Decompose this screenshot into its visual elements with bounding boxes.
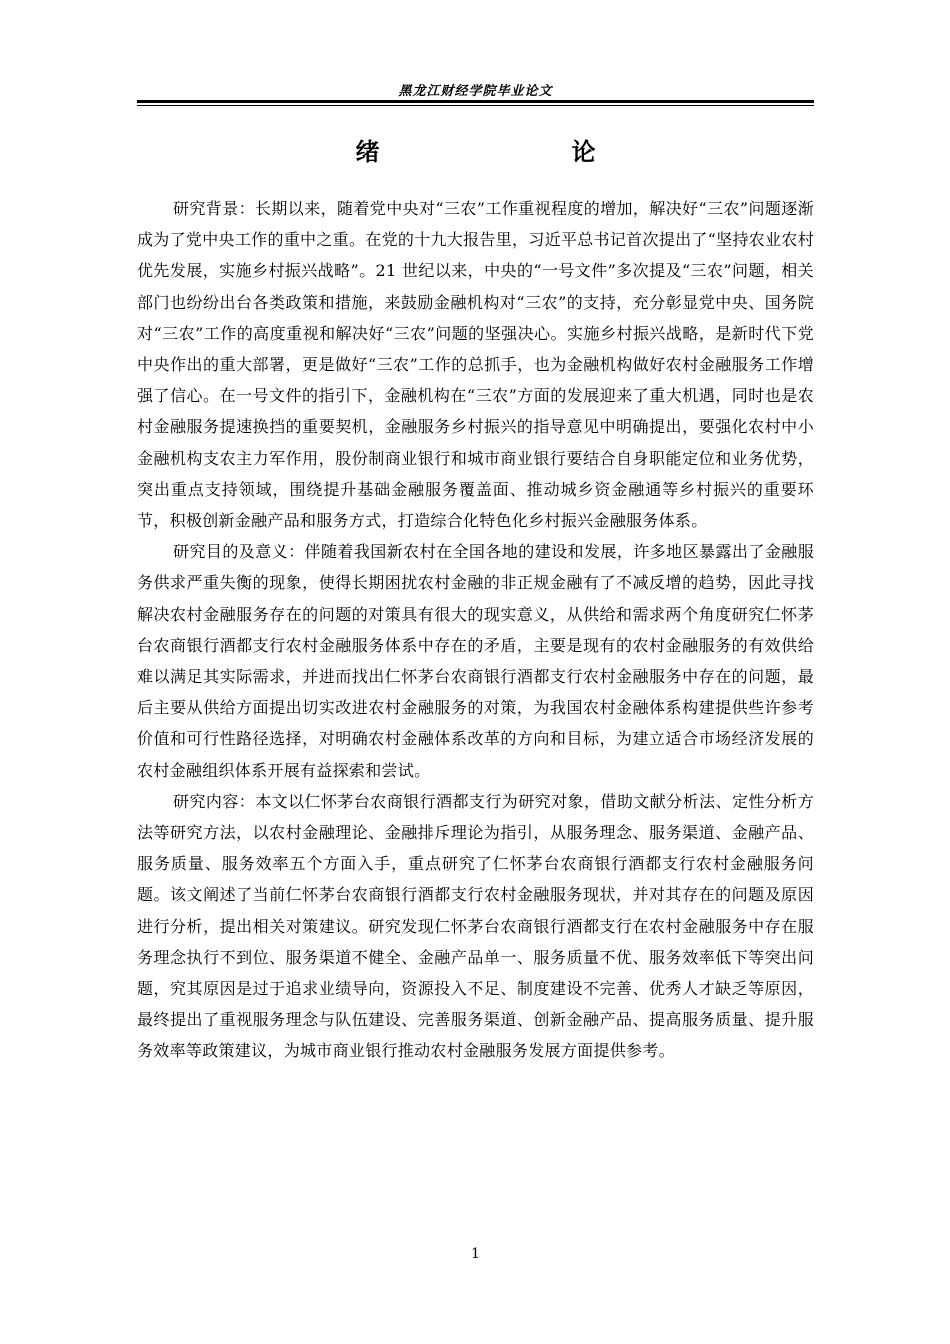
paragraph-background: 研究背景：长期以来，随着党中央对“三农”工作重视程度的增加，解决好“三农”问题逐渐成为了党中央工作的重中之重。在党的十九大报告里，习近平总书记首次提出了“坚持农业农村优先发展，实施乡村振兴战略”。21 世纪以来，中央的“一号文件”多次提及“三农”问题，相关部门也纷纷出台各类政策和措施，来鼓励金融机构对“三农”的支持，充分彰显党中央、国务院对“三农”工作的高度重视和解决好“三农”问题的坚强决心。实施乡村振兴战略，是新时代下党中央作出的重大部署，更是做好“三农”工作的总抓手，也为金融机构做好农村金融服务工作增强了信心。在一号文件的指引下，金融机构在“三农”方面的发展迎来了重大机遇，同时也是农村金融服务提速换挡的重要契机，金融服务乡村振兴的指导意见中明确提出，要强化农村中小金融机构支农主力军作用，股份制商业银行和城市商业银行要结合自身职能定位和业务优势，突出重点支持领域，围绕提升基础金融服务覆盖面、推动城乡资金融通等乡村振兴的重要环节，积极创新金融产品和服务方式，打造综合化特色化乡村振兴金融服务体系。 — [137, 199, 814, 531]
chapter-title: 绪 论 — [355, 137, 644, 166]
running-header: 黑龙江财经学院毕业论文 — [398, 84, 553, 99]
page-number: 1 — [471, 1246, 480, 1262]
header-rule-thick — [137, 100, 814, 103]
paragraph-purpose: 研究目的及意义：伴随着我国新农村在全国各地的建设和发展，许多地区暴露出了金融服务供求严重失衡的现象，使得长期困扰农村金融的非正规金融有了不减反增的趋势，因此寻找解决农村金融服务存在的问题的对策具有很大的现实意义，从供给和需求两个角度研究仁怀茅台农商银行酒都支行农村金融服务体系中存在的矛盾，主要是现有的农村金融服务的有效供给难以满足其实际需求，并进而找出仁怀茅台农商银行酒都支行农村金融服务中存在的问题，最后主要从供给方面提出切实改进农村金融服务的对策，为我国农村金融体系构建提供些许参考价值和可行性路径选择，对明确农村金融体系改革的方向和目标，为建立适合市场经济发展的农村金融组织体系开展有益探索和尝试。 — [137, 542, 814, 780]
body-text — [137, 193, 814, 1067]
paragraph-content: 研究内容：本文以仁怀茅台农商银行酒都支行为研究对象，借助文献分析法、定性分析方法等研究方法，以农村金融理论、金融排斥理论为指引，从服务理念、服务渠道、金融产品、服务质量、服务效率五个方面入手，重点研究了仁怀茅台农商银行酒都支行农村金融服务问题。该文阐述了当前仁怀茅台农商银行酒都支行农村金融服务现状，并对其存在的问题及原因进行分析，提出相关对策建议。研究发现仁怀茅台农商银行酒都支行在农村金融服务中存在服务理念执行不到位、服务渠道不健全、金融产品单一、服务质量不优、服务效率低下等突出问题，究其原因是过于追求业绩导向，资源投入不足、制度建设不完善、优秀人才缺乏等原因，最终提出了重视服务理念与队伍建设、完善服务渠道、创新金融产品、提高服务质量、提升服务效率等政策建议，为城市商业银行推动农村金融服务发展方面提供参考。 — [137, 791, 814, 1061]
header-rule-thin — [137, 105, 814, 106]
